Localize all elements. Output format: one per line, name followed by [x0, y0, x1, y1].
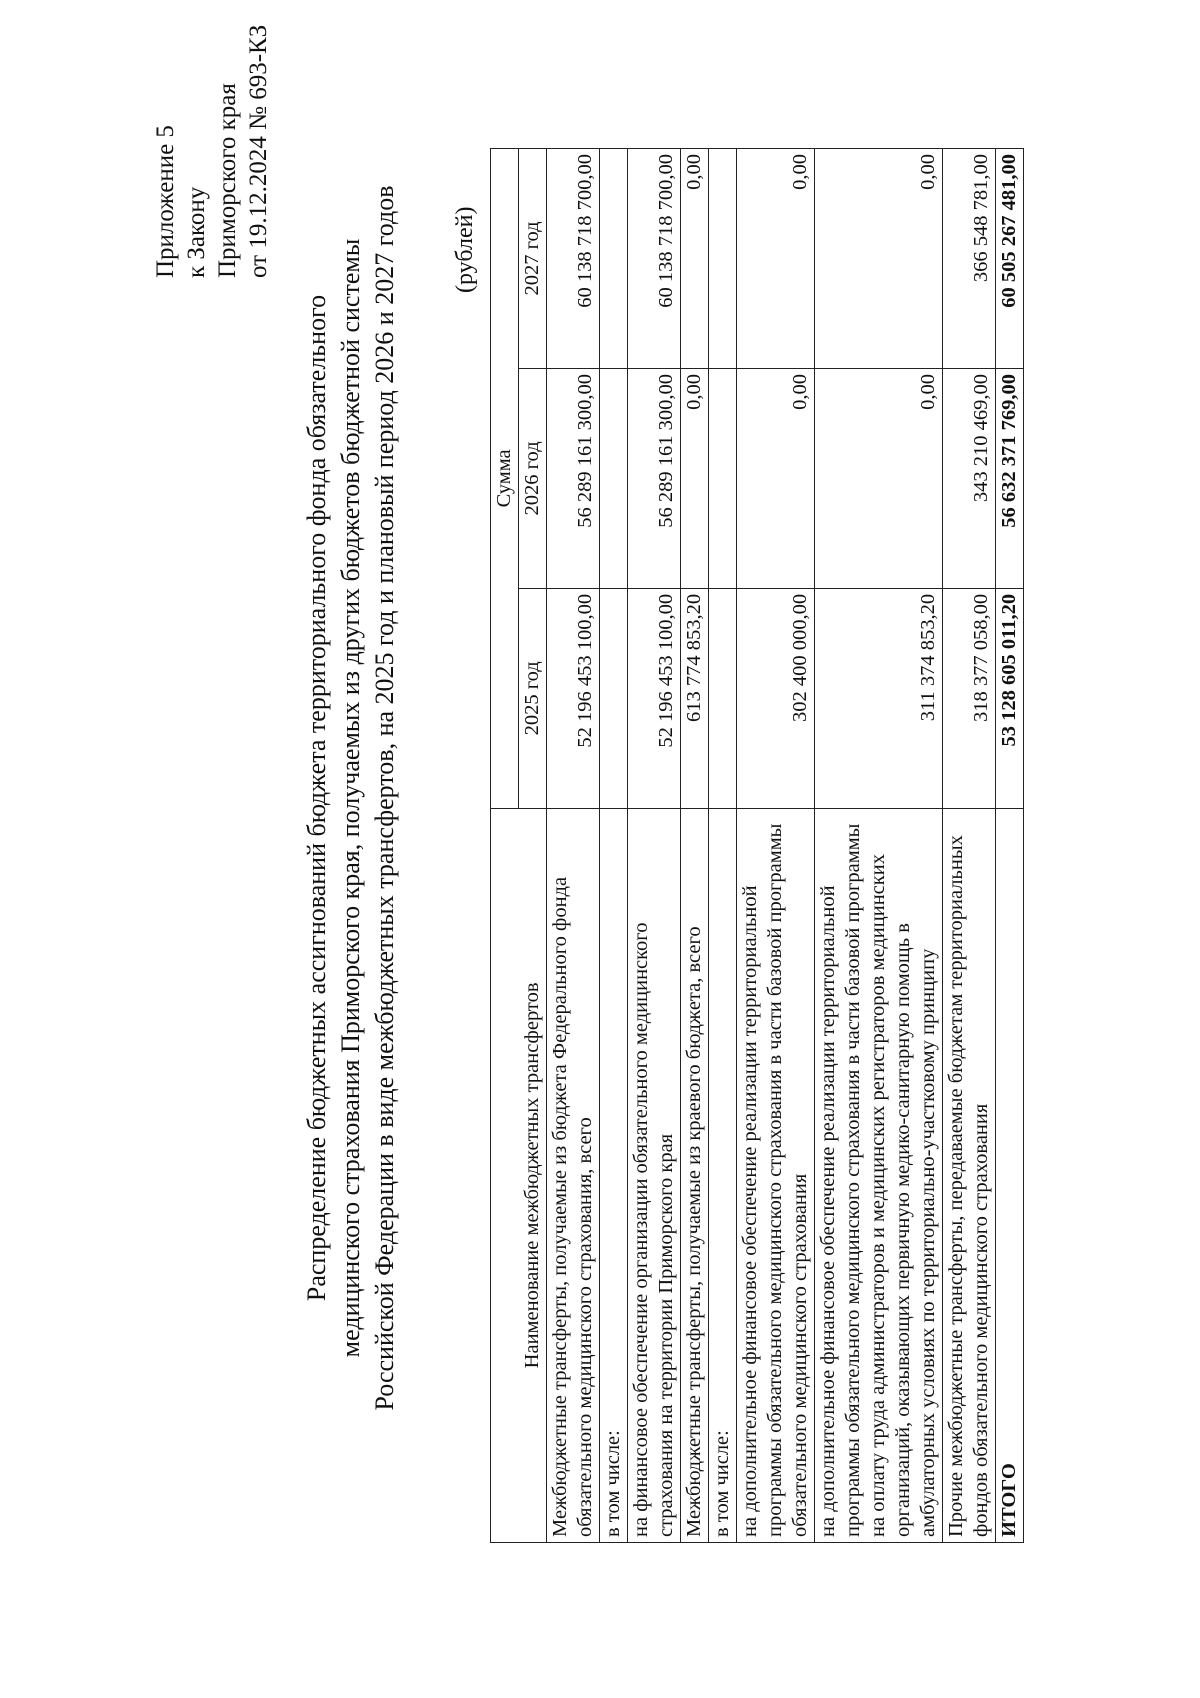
row-value-2027: 60 138 718 700,00	[628, 149, 681, 369]
table-row	[737, 149, 815, 1543]
title-line: медицинского страхования Приморского края, получаемых из других бюджетов бюджетной системы	[336, 238, 365, 1358]
row-name: на дополнительное финансовое обеспечение реализации территориальной программы обязательного медицинского страхования в части базовой программы на оплату труда администраторов и медицинских регистраторов медицинских организаций, оказывающих первичную медико-санитарную помощь в амбулаторных условиях по территориально-участковому принципу	[815, 808, 943, 1542]
appendix-line: к Закону	[183, 186, 210, 278]
total-row	[996, 149, 1024, 1543]
row-value-2026: 56 289 161 300,00	[628, 368, 681, 588]
row-value-2025: 302 400 000,00	[737, 588, 815, 808]
total-value-2025: 53 128 605 011,20	[996, 588, 1024, 808]
row-name: Межбюджетные трансферты, получаемые из краевого бюджета, всего	[681, 808, 709, 1542]
row-value-2025: 613 774 853,20	[681, 588, 709, 808]
row-value-2027: 366 548 781,00	[943, 149, 996, 369]
row-value-2026: 0,00	[737, 368, 815, 588]
table-header-row	[491, 149, 519, 1543]
row-name: на дополнительное финансовое обеспечение реализации территориальной программы обязательного медицинского страхования в части базовой программы обязательного медицинского страхования	[737, 808, 815, 1542]
row-name: на финансовое обеспечение организации обязательного медицинского страхования на территории Приморского края	[628, 808, 681, 1542]
appendix-line: Приморского края	[214, 83, 241, 278]
total-value-2026: 56 632 371 769,00	[996, 368, 1024, 588]
row-value-2026: 56 289 161 300,00	[547, 368, 600, 588]
table-row	[628, 149, 681, 1543]
document-title	[300, 148, 402, 1448]
row-name: в том числе:	[709, 808, 737, 1542]
header-year: 2026 год	[519, 368, 547, 588]
row-value-2026: 0,00	[681, 368, 709, 588]
units-label: (рублей)	[452, 206, 478, 293]
row-value-2027	[600, 149, 628, 369]
row-name: Межбюджетные трансферты, получаемые из бюджета Федерального фонда обязательного медицинского страхования, всего	[547, 808, 600, 1542]
row-value-2027	[709, 149, 737, 369]
row-value-2026	[600, 368, 628, 588]
appendix-block	[150, 25, 274, 278]
total-value-2027: 60 505 267 481,00	[996, 149, 1024, 369]
title-line: Распределение бюджетных ассигнований бюджета территориального фонда обязательного	[302, 294, 331, 1302]
transfers-table	[490, 148, 1024, 1543]
appendix-line: Приложение 5	[152, 125, 179, 278]
row-value-2027: 0,00	[815, 149, 943, 369]
row-value-2027: 0,00	[737, 149, 815, 369]
row-value-2025: 318 377 058,00	[943, 588, 996, 808]
row-value-2027: 0,00	[681, 149, 709, 369]
table-row	[600, 149, 628, 1543]
header-name: Наименование межбюджетных трансфертов	[491, 808, 547, 1542]
row-value-2026	[709, 368, 737, 588]
title-line: Российской Федерации в виде межбюджетных трансфертов, на 2025 год и плановый период 2026 и 2027 годов	[370, 185, 399, 1411]
row-name: в том числе:	[600, 808, 628, 1542]
header-year: 2025 год	[519, 588, 547, 808]
header-year: 2027 год	[519, 149, 547, 369]
row-value-2025: 52 196 453 100,00	[547, 588, 600, 808]
row-value-2025	[600, 588, 628, 808]
row-value-2025: 52 196 453 100,00	[628, 588, 681, 808]
total-label: ИТОГО	[996, 808, 1024, 1542]
row-value-2026: 343 210 469,00	[943, 368, 996, 588]
table-row	[709, 149, 737, 1543]
header-sum: Сумма	[491, 149, 519, 809]
table-row	[815, 149, 943, 1543]
row-value-2027: 60 138 718 700,00	[547, 149, 600, 369]
row-value-2025: 311 374 853,20	[815, 588, 943, 808]
row-value-2026: 0,00	[815, 368, 943, 588]
row-value-2025	[709, 588, 737, 808]
table-row	[681, 149, 709, 1543]
table-row	[547, 149, 600, 1543]
table-row	[943, 149, 996, 1543]
appendix-line: от 19.12.2024 № 693-КЗ	[245, 24, 272, 278]
row-name: Прочие межбюджетные трансферты, передаваемые бюджетам территориальных фондов обязательного медицинского страхования	[943, 808, 996, 1542]
